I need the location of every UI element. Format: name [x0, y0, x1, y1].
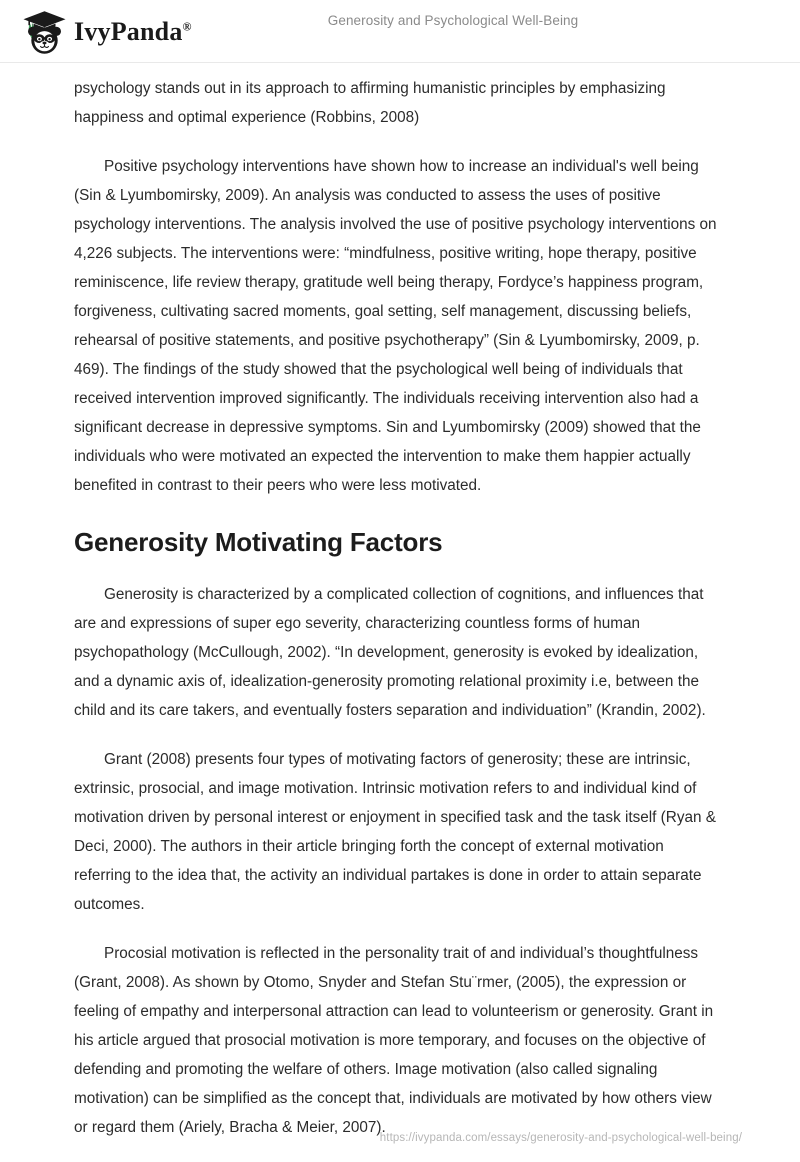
- document-content: [74, 74, 722, 1162]
- source-url[interactable]: https://ivypanda.com/essays/generosity-and-psychological-well-being/: [379, 1132, 742, 1144]
- paragraph: Procosial motivation is reflected in the personality trait of and individual’s thoughtfulness (Grant, 2008). As shown by Otomo, Snyder and Stefan Stu¨rmer, (2005), the expression or feeling of empathy and interpersonal attraction can lead to volunteerism or generosity. Grant in his article argued that prosocial motivation is more temporary, and focuses on the objective of defending and promoting the welfare of others. Image motivation (also called signaling motivation) can be simplified as the concept that, individuals are motivated by how others view or regard them (Ariely, Bracha & Meier, 2007).: [74, 945, 714, 1136]
- paragraph: Generosity is characterized by a complicated collection of cognitions, and influences that are and expressions of super ego severity, characterizing countless forms of human psychopathology (McCullough, 2002). “In development, generosity is evoked by idealization, and a dynamic axis of, idealization-generosity promoting relational proximity i.e, between the child and its care takers, and eventually fosters separation and individuation” (Krandin, 2002).: [74, 586, 706, 719]
- header-divider: [0, 62, 800, 63]
- document-title: Generosity and Psychological Well-Being: [327, 13, 579, 28]
- paragraph: Positive psychology interventions have shown how to increase an individual's well being (Sin & Lyumbomirsky, 2009). An analysis was conducted to assess the uses of positive psychology interventions. The analysis involved the use of positive psychology interventions on 4,226 subjects. The interventions were: “mindfulness, positive writing, hope therapy, positive reminiscence, life review therapy, gratitude well being therapy, Fordyce’s happiness program, forgiveness, cultivating sacred moments, goal setting, self management, discussing beliefs, rehearsal of positive statements, and positive psychotherapy” (Sin & Lyumbomirsky, 2009, p. 469). The findings of the study showed that the psychological well being of individuals that received intervention improved significantly. The individuals receiving intervention also had a significant decrease in depressive symptoms. Sin and Lyumbomirsky (2009) showed that the individuals who were motivated an expected the intervention to make them happier actually benefited in contrast to their peers who were less motivated.: [74, 158, 717, 494]
- section-heading: Generosity Motivating Factors: [74, 527, 443, 557]
- paragraph: Grant (2008) presents four types of motivating factors of generosity; these are intrinsic, extrinsic, prosocial, and image motivation. Intrinsic motivation refers to and individual kind of motivation driven by personal interest or enjoyment in specified task and the task itself (Ryan & Deci, 2000). The authors in their article bringing forth the concept of external motivation referring to the idea that, the activity an individual partakes is done in order to attain separate outcomes.: [74, 751, 716, 913]
- registered-trademark-icon: ®: [182, 19, 192, 34]
- paragraph: psychology stands out in its approach to affirming humanistic principles by emphasizing happiness and optimal experience (Robbins, 2008): [74, 80, 666, 126]
- brand-name-text: IvyPanda: [74, 17, 183, 46]
- page-footer: [0, 1128, 800, 1146]
- page-header: [0, 0, 800, 63]
